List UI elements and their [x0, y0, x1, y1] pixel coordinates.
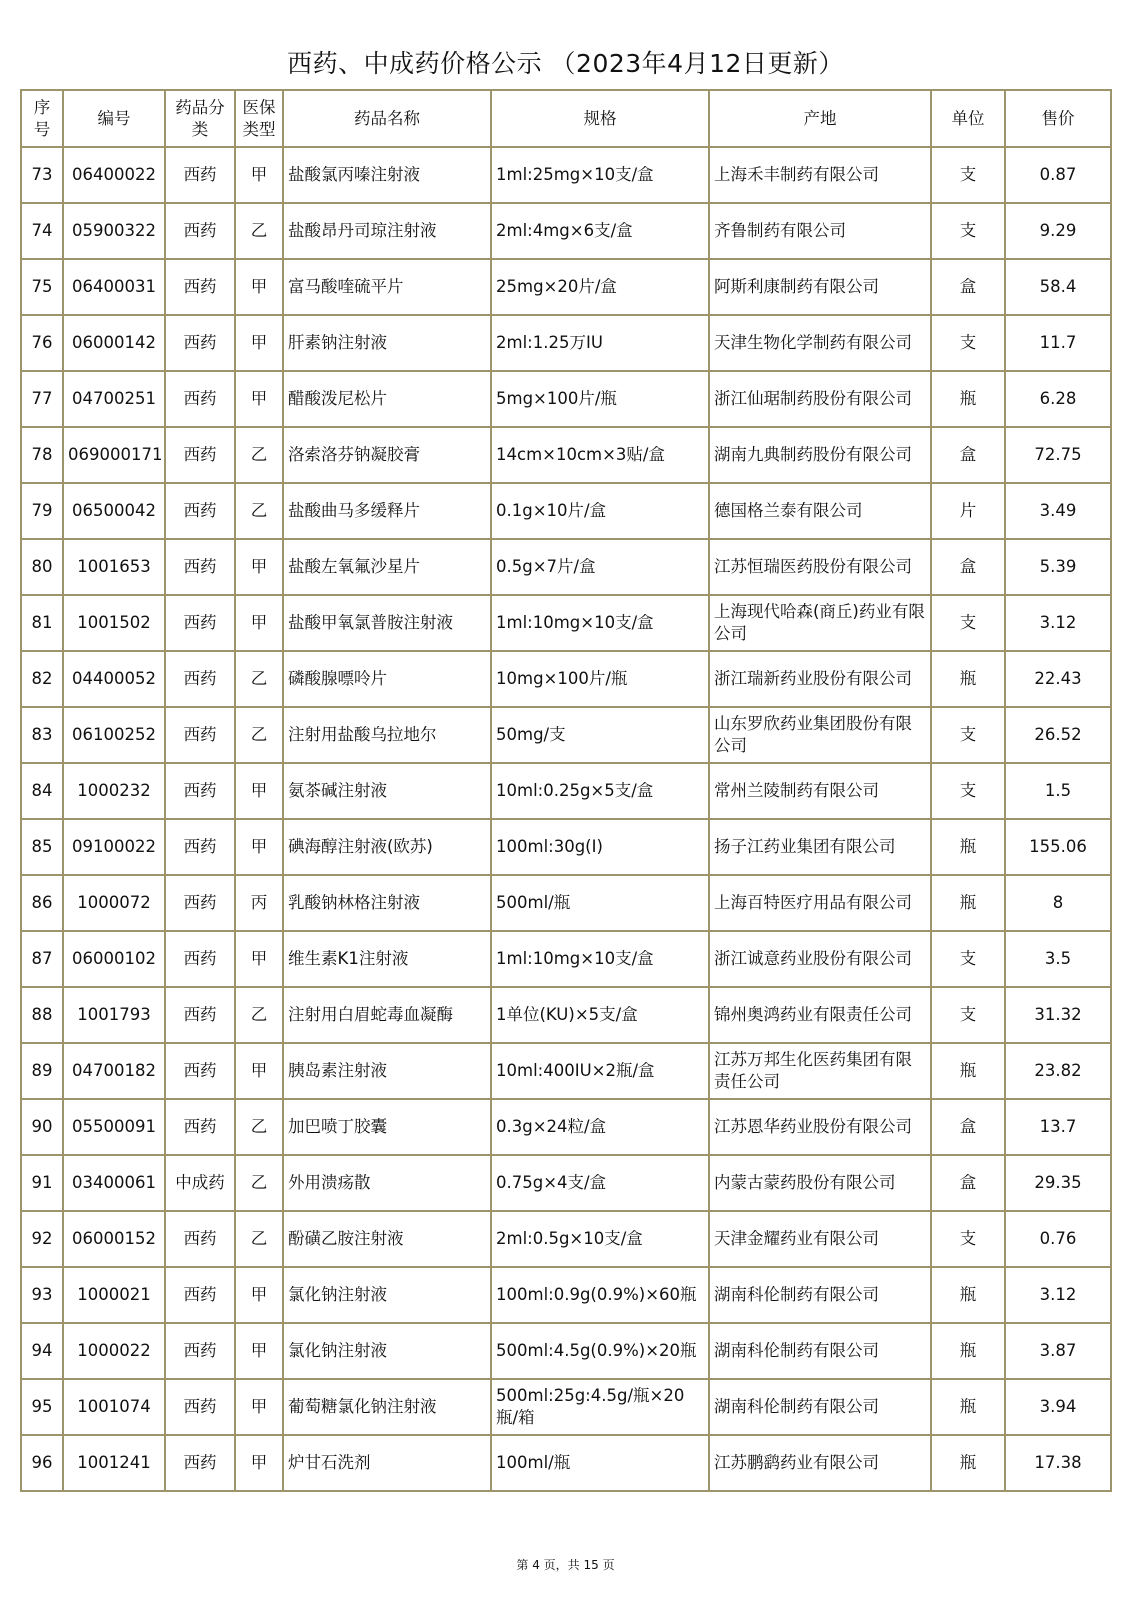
cell-category: 西药: [165, 315, 235, 371]
cell-insurance: 甲: [235, 147, 283, 203]
cell-seq: 88: [21, 987, 63, 1043]
cell-origin: 浙江瑞新药业股份有限公司: [709, 651, 931, 707]
cell-origin: 上海现代哈森(商丘)药业有限公司: [709, 595, 931, 651]
cell-origin: 齐鲁制药有限公司: [709, 203, 931, 259]
cell-category: 西药: [165, 1043, 235, 1099]
cell-spec: 10ml:0.25g×5支/盒: [491, 763, 709, 819]
cell-seq: 86: [21, 875, 63, 931]
cell-insurance: 甲: [235, 1323, 283, 1379]
cell-name: 氨茶碱注射液: [283, 763, 491, 819]
table-header-row: [21, 90, 1111, 147]
cell-name: 盐酸左氧氟沙星片: [283, 539, 491, 595]
cell-spec: 1单位(KU)×5支/盒: [491, 987, 709, 1043]
cell-spec: 14cm×10cm×3贴/盒: [491, 427, 709, 483]
cell-origin: 内蒙古蒙药股份有限公司: [709, 1155, 931, 1211]
cell-origin: 阿斯利康制药有限公司: [709, 259, 931, 315]
cell-name: 酚磺乙胺注射液: [283, 1211, 491, 1267]
cell-insurance: 甲: [235, 315, 283, 371]
cell-insurance: 乙: [235, 1155, 283, 1211]
cell-code: 04700182: [63, 1043, 165, 1099]
cell-seq: 93: [21, 1267, 63, 1323]
cell-code: 06400031: [63, 259, 165, 315]
cell-unit: 支: [931, 147, 1005, 203]
cell-unit: 瓶: [931, 371, 1005, 427]
header-insurance: 医保类型: [235, 90, 283, 147]
cell-price: 0.87: [1005, 147, 1111, 203]
table-row: [21, 819, 1111, 875]
cell-insurance: 乙: [235, 707, 283, 763]
cell-seq: 78: [21, 427, 63, 483]
table-row: [21, 1379, 1111, 1435]
cell-insurance: 甲: [235, 1435, 283, 1491]
table-row: [21, 1043, 1111, 1099]
header-seq: 序号: [21, 90, 63, 147]
table-row: [21, 763, 1111, 819]
cell-code: 06400022: [63, 147, 165, 203]
cell-name: 维生素K1注射液: [283, 931, 491, 987]
cell-unit: 支: [931, 931, 1005, 987]
cell-category: 西药: [165, 1435, 235, 1491]
cell-price: 23.82: [1005, 1043, 1111, 1099]
cell-spec: 25mg×20片/盒: [491, 259, 709, 315]
cell-code: 1001241: [63, 1435, 165, 1491]
header-code: 编号: [63, 90, 165, 147]
cell-spec: 5mg×100片/瓶: [491, 371, 709, 427]
cell-price: 9.29: [1005, 203, 1111, 259]
cell-code: 1000232: [63, 763, 165, 819]
cell-unit: 支: [931, 203, 1005, 259]
table-row: [21, 371, 1111, 427]
cell-insurance: 甲: [235, 259, 283, 315]
cell-category: 西药: [165, 203, 235, 259]
cell-category: 西药: [165, 1099, 235, 1155]
price-table: [20, 89, 1112, 1492]
cell-spec: 0.75g×4支/盒: [491, 1155, 709, 1211]
cell-seq: 83: [21, 707, 63, 763]
cell-category: 西药: [165, 1267, 235, 1323]
cell-spec: 1ml:25mg×10支/盒: [491, 147, 709, 203]
cell-unit: 支: [931, 315, 1005, 371]
cell-spec: 10ml:400IU×2瓶/盒: [491, 1043, 709, 1099]
cell-seq: 84: [21, 763, 63, 819]
cell-spec: 500ml/瓶: [491, 875, 709, 931]
cell-price: 26.52: [1005, 707, 1111, 763]
cell-spec: 100ml/瓶: [491, 1435, 709, 1491]
cell-seq: 76: [21, 315, 63, 371]
table-row: [21, 1267, 1111, 1323]
cell-price: 72.75: [1005, 427, 1111, 483]
cell-name: 盐酸甲氧氯普胺注射液: [283, 595, 491, 651]
cell-code: 06500042: [63, 483, 165, 539]
cell-code: 1001074: [63, 1379, 165, 1435]
cell-code: 1000022: [63, 1323, 165, 1379]
cell-code: 1001793: [63, 987, 165, 1043]
cell-code: 06000102: [63, 931, 165, 987]
cell-insurance: 甲: [235, 1267, 283, 1323]
cell-category: 西药: [165, 371, 235, 427]
cell-origin: 锦州奥鸿药业有限责任公司: [709, 987, 931, 1043]
cell-origin: 江苏恒瑞医药股份有限公司: [709, 539, 931, 595]
cell-origin: 湖南九典制药股份有限公司: [709, 427, 931, 483]
cell-code: 06000142: [63, 315, 165, 371]
cell-seq: 89: [21, 1043, 63, 1099]
cell-unit: 片: [931, 483, 1005, 539]
cell-code: 03400061: [63, 1155, 165, 1211]
header-category: 药品分类: [165, 90, 235, 147]
cell-code: 05900322: [63, 203, 165, 259]
cell-origin: 天津金耀药业有限公司: [709, 1211, 931, 1267]
cell-unit: 瓶: [931, 651, 1005, 707]
cell-seq: 90: [21, 1099, 63, 1155]
cell-seq: 77: [21, 371, 63, 427]
cell-insurance: 甲: [235, 763, 283, 819]
cell-origin: 扬子江药业集团有限公司: [709, 819, 931, 875]
table-row: [21, 1211, 1111, 1267]
cell-unit: 盒: [931, 1155, 1005, 1211]
cell-name: 氯化钠注射液: [283, 1323, 491, 1379]
cell-spec: 0.5g×7片/盒: [491, 539, 709, 595]
cell-code: 1001502: [63, 595, 165, 651]
cell-category: 西药: [165, 651, 235, 707]
cell-price: 6.28: [1005, 371, 1111, 427]
cell-seq: 81: [21, 595, 63, 651]
table-row: [21, 707, 1111, 763]
cell-name: 碘海醇注射液(欧苏): [283, 819, 491, 875]
cell-code: 1000072: [63, 875, 165, 931]
table-row: [21, 1435, 1111, 1491]
cell-category: 西药: [165, 931, 235, 987]
table-row: [21, 1099, 1111, 1155]
cell-category: 西药: [165, 875, 235, 931]
cell-seq: 87: [21, 931, 63, 987]
cell-price: 17.38: [1005, 1435, 1111, 1491]
cell-unit: 支: [931, 763, 1005, 819]
table-row: [21, 651, 1111, 707]
cell-seq: 82: [21, 651, 63, 707]
table-row: [21, 595, 1111, 651]
table-row: [21, 539, 1111, 595]
cell-unit: 盒: [931, 539, 1005, 595]
header-unit: 单位: [931, 90, 1005, 147]
cell-code: 06100252: [63, 707, 165, 763]
cell-name: 氯化钠注射液: [283, 1267, 491, 1323]
table-row: [21, 987, 1111, 1043]
table-row: [21, 203, 1111, 259]
table-row: [21, 259, 1111, 315]
cell-category: 西药: [165, 819, 235, 875]
table-body: [21, 147, 1111, 1491]
cell-insurance: 丙: [235, 875, 283, 931]
table-row: [21, 147, 1111, 203]
cell-price: 3.49: [1005, 483, 1111, 539]
cell-insurance: 乙: [235, 1099, 283, 1155]
cell-origin: 江苏万邦生化医药集团有限责任公司: [709, 1043, 931, 1099]
cell-origin: 湖南科伦制药有限公司: [709, 1323, 931, 1379]
cell-price: 8: [1005, 875, 1111, 931]
table-row: [21, 315, 1111, 371]
cell-seq: 85: [21, 819, 63, 875]
cell-code: 1001653: [63, 539, 165, 595]
cell-unit: 支: [931, 595, 1005, 651]
cell-name: 醋酸泼尼松片: [283, 371, 491, 427]
cell-name: 磷酸腺嘌呤片: [283, 651, 491, 707]
cell-origin: 常州兰陵制药有限公司: [709, 763, 931, 819]
cell-origin: 浙江仙琚制药股份有限公司: [709, 371, 931, 427]
cell-name: 盐酸昂丹司琼注射液: [283, 203, 491, 259]
cell-spec: 10mg×100片/瓶: [491, 651, 709, 707]
cell-insurance: 甲: [235, 1379, 283, 1435]
cell-category: 西药: [165, 595, 235, 651]
cell-seq: 96: [21, 1435, 63, 1491]
cell-unit: 瓶: [931, 1379, 1005, 1435]
cell-name: 注射用盐酸乌拉地尔: [283, 707, 491, 763]
cell-seq: 94: [21, 1323, 63, 1379]
cell-price: 11.7: [1005, 315, 1111, 371]
cell-price: 13.7: [1005, 1099, 1111, 1155]
table-row: [21, 1155, 1111, 1211]
table-row: [21, 483, 1111, 539]
cell-origin: 湖南科伦制药有限公司: [709, 1379, 931, 1435]
cell-unit: 盒: [931, 259, 1005, 315]
cell-category: 西药: [165, 707, 235, 763]
cell-unit: 瓶: [931, 875, 1005, 931]
cell-name: 外用溃疡散: [283, 1155, 491, 1211]
page-title: 西药、中成药价格公示 （2023年4月12日更新）: [287, 49, 844, 78]
cell-seq: 91: [21, 1155, 63, 1211]
header-spec: 规格: [491, 90, 709, 147]
cell-seq: 74: [21, 203, 63, 259]
cell-spec: 1ml:10mg×10支/盒: [491, 931, 709, 987]
cell-insurance: 甲: [235, 1043, 283, 1099]
cell-origin: 江苏恩华药业股份有限公司: [709, 1099, 931, 1155]
cell-spec: 0.1g×10片/盒: [491, 483, 709, 539]
cell-code: 04400052: [63, 651, 165, 707]
cell-name: 葡萄糖氯化钠注射液: [283, 1379, 491, 1435]
cell-name: 胰岛素注射液: [283, 1043, 491, 1099]
cell-insurance: 乙: [235, 483, 283, 539]
cell-origin: 江苏鹏鹞药业有限公司: [709, 1435, 931, 1491]
cell-name: 加巴喷丁胶囊: [283, 1099, 491, 1155]
cell-seq: 75: [21, 259, 63, 315]
cell-seq: 95: [21, 1379, 63, 1435]
cell-category: 西药: [165, 1379, 235, 1435]
cell-unit: 瓶: [931, 1323, 1005, 1379]
cell-category: 西药: [165, 427, 235, 483]
cell-origin: 山东罗欣药业集团股份有限公司: [709, 707, 931, 763]
header-name: 药品名称: [283, 90, 491, 147]
cell-unit: 瓶: [931, 1267, 1005, 1323]
cell-price: 58.4: [1005, 259, 1111, 315]
cell-unit: 瓶: [931, 1435, 1005, 1491]
cell-spec: 50mg/支: [491, 707, 709, 763]
cell-name: 乳酸钠林格注射液: [283, 875, 491, 931]
cell-unit: 瓶: [931, 819, 1005, 875]
cell-price: 1.5: [1005, 763, 1111, 819]
cell-unit: 支: [931, 1211, 1005, 1267]
cell-name: 盐酸氯丙嗪注射液: [283, 147, 491, 203]
cell-price: 3.5: [1005, 931, 1111, 987]
cell-seq: 92: [21, 1211, 63, 1267]
cell-unit: 支: [931, 707, 1005, 763]
cell-origin: 上海禾丰制药有限公司: [709, 147, 931, 203]
cell-price: 5.39: [1005, 539, 1111, 595]
cell-unit: 瓶: [931, 1043, 1005, 1099]
cell-code: 04700251: [63, 371, 165, 427]
cell-origin: 上海百特医疗用品有限公司: [709, 875, 931, 931]
cell-price: 29.35: [1005, 1155, 1111, 1211]
cell-price: 3.12: [1005, 595, 1111, 651]
cell-insurance: 乙: [235, 987, 283, 1043]
page-footer: 第 4 页，共 15 页: [516, 1558, 615, 1572]
table-row: [21, 427, 1111, 483]
cell-insurance: 乙: [235, 651, 283, 707]
cell-spec: 2ml:0.5g×10支/盒: [491, 1211, 709, 1267]
cell-price: 22.43: [1005, 651, 1111, 707]
cell-category: 西药: [165, 1211, 235, 1267]
cell-unit: 支: [931, 987, 1005, 1043]
cell-spec: 1ml:10mg×10支/盒: [491, 595, 709, 651]
cell-code: 06000152: [63, 1211, 165, 1267]
cell-seq: 79: [21, 483, 63, 539]
cell-spec: 500ml:4.5g(0.9%)×20瓶: [491, 1323, 709, 1379]
cell-spec: 100ml:30g(I): [491, 819, 709, 875]
table-row: [21, 875, 1111, 931]
header-price: 售价: [1005, 90, 1111, 147]
cell-price: 0.76: [1005, 1211, 1111, 1267]
table-row: [21, 1323, 1111, 1379]
cell-insurance: 乙: [235, 1211, 283, 1267]
cell-insurance: 甲: [235, 595, 283, 651]
cell-insurance: 乙: [235, 427, 283, 483]
header-origin: 产地: [709, 90, 931, 147]
cell-category: 西药: [165, 147, 235, 203]
cell-origin: 湖南科伦制药有限公司: [709, 1267, 931, 1323]
cell-category: 中成药: [165, 1155, 235, 1211]
cell-name: 肝素钠注射液: [283, 315, 491, 371]
cell-spec: 500ml:25g:4.5g/瓶×20瓶/箱: [491, 1379, 709, 1435]
cell-spec: 2ml:4mg×6支/盒: [491, 203, 709, 259]
cell-insurance: 甲: [235, 539, 283, 595]
cell-insurance: 乙: [235, 203, 283, 259]
cell-spec: 0.3g×24粒/盒: [491, 1099, 709, 1155]
cell-unit: 盒: [931, 427, 1005, 483]
cell-code: 1000021: [63, 1267, 165, 1323]
cell-code: 05500091: [63, 1099, 165, 1155]
cell-price: 3.87: [1005, 1323, 1111, 1379]
cell-name: 炉甘石洗剂: [283, 1435, 491, 1491]
cell-code: 09100022: [63, 819, 165, 875]
cell-seq: 73: [21, 147, 63, 203]
cell-name: 洛索洛芬钠凝胶膏: [283, 427, 491, 483]
cell-code: 069000171: [63, 427, 165, 483]
cell-name: 盐酸曲马多缓释片: [283, 483, 491, 539]
cell-spec: 100ml:0.9g(0.9%)×60瓶: [491, 1267, 709, 1323]
cell-seq: 80: [21, 539, 63, 595]
cell-origin: 天津生物化学制药有限公司: [709, 315, 931, 371]
cell-spec: 2ml:1.25万IU: [491, 315, 709, 371]
cell-price: 3.12: [1005, 1267, 1111, 1323]
cell-price: 3.94: [1005, 1379, 1111, 1435]
cell-name: 注射用白眉蛇毒血凝酶: [283, 987, 491, 1043]
cell-category: 西药: [165, 1323, 235, 1379]
cell-insurance: 甲: [235, 371, 283, 427]
cell-category: 西药: [165, 259, 235, 315]
cell-price: 31.32: [1005, 987, 1111, 1043]
cell-origin: 浙江诚意药业股份有限公司: [709, 931, 931, 987]
cell-insurance: 甲: [235, 819, 283, 875]
cell-unit: 盒: [931, 1099, 1005, 1155]
table-row: [21, 931, 1111, 987]
cell-category: 西药: [165, 987, 235, 1043]
cell-category: 西药: [165, 483, 235, 539]
cell-name: 富马酸喹硫平片: [283, 259, 491, 315]
cell-origin: 德国格兰泰有限公司: [709, 483, 931, 539]
cell-insurance: 甲: [235, 931, 283, 987]
cell-price: 155.06: [1005, 819, 1111, 875]
cell-category: 西药: [165, 539, 235, 595]
cell-category: 西药: [165, 763, 235, 819]
